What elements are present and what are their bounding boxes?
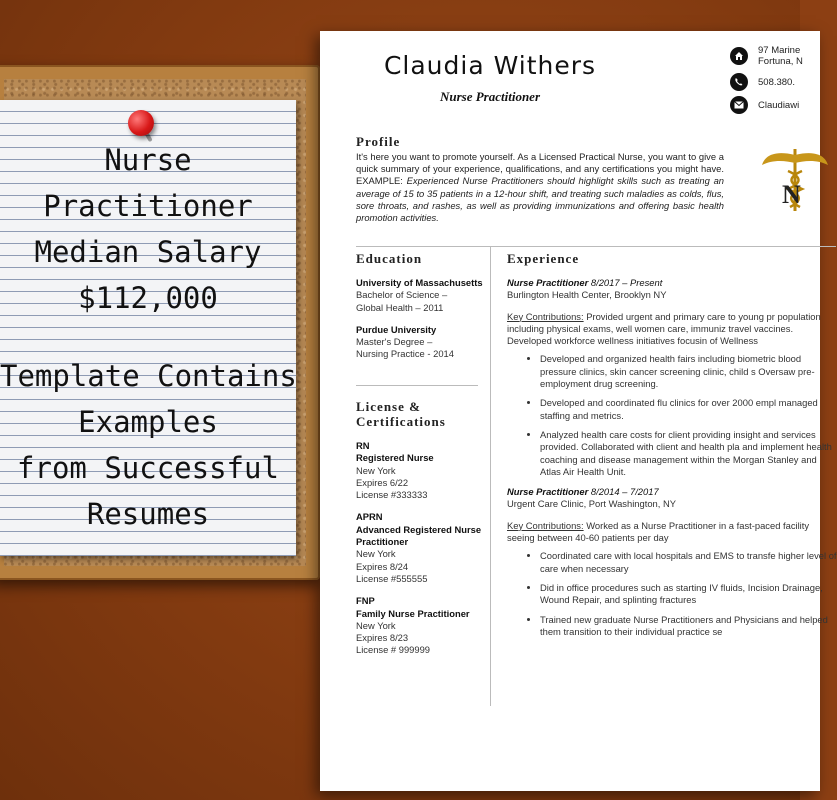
job-company: Burlington Health Center, Brooklyn NY <box>507 289 667 301</box>
note-line: Template Contains <box>0 359 297 393</box>
degree-detail: Nursing Practice - 2014 <box>356 348 454 360</box>
svg-text:N: N <box>782 180 801 209</box>
key-contributions <box>507 311 837 348</box>
education-item <box>356 277 486 314</box>
job-bullets <box>507 353 837 478</box>
license-name: Registered Nurse <box>356 452 434 464</box>
email-text: Claudiawi <box>758 99 800 111</box>
note-line: Median Salary <box>34 235 262 269</box>
address-line-1: 97 Marine <box>758 45 801 56</box>
license-code: FNP <box>356 595 375 607</box>
license-heading-line: License & <box>356 399 421 414</box>
license-state: New York <box>356 619 396 631</box>
license-heading <box>356 399 446 429</box>
license-number: License #555555 <box>356 572 428 584</box>
lined-note-paper <box>0 100 296 556</box>
profile-text <box>356 151 724 224</box>
bullet-item: • Coordinated care with local hospitals and EMS to transfe higher level of care when necessary <box>540 550 837 575</box>
job-dates: 8/2014 – 7/2017 <box>588 486 659 498</box>
resume-title: Nurse Practitioner <box>439 89 541 104</box>
license-item <box>356 440 486 501</box>
key-contributions-text: Provided urgent and primary care to young pr population including physical exams, well women care, immuniz travel vaccines. Developed workforce wellness initiatives focusin of Wellness <box>507 310 821 347</box>
job-role: Nurse Practitioner <box>507 486 589 498</box>
license-number: License # 999999 <box>356 644 431 656</box>
contact-email <box>730 96 799 114</box>
bullet-item: • Analyzed health care costs for client providing insight and services provided. Collaborated with client and health pla and implement health coaching and disease management within the Morgan Stanley and Atlas Air Health Unit. <box>540 429 837 478</box>
license-list <box>356 440 486 667</box>
key-contributions <box>507 520 837 545</box>
section-divider <box>356 246 836 247</box>
email-icon <box>730 96 748 114</box>
job-entry <box>507 486 837 638</box>
contact-phone <box>730 73 795 91</box>
key-contributions-text: Worked as a Nurse Practitioner in a fast-paced facility seeing between 40-60 patients per day <box>507 519 810 544</box>
job-role: Nurse Practitioner <box>507 277 589 288</box>
note-line: Nurse <box>104 143 192 177</box>
resume-page <box>320 31 837 791</box>
license-name: Advanced Registered Nurse <box>356 523 482 535</box>
license-name-cont: Practitioner <box>356 536 409 548</box>
bullet-item: • Developed and organized health fairs including biometric blood pressure clinics, skin cancer screening clinic, child s Oversaw pre-employment drug screening. <box>540 353 837 390</box>
license-code: RN <box>356 440 370 451</box>
license-code: APRN <box>356 511 383 523</box>
profile-example: Experienced Nurse Practitioners should highlight skills such as treating an average of 15 to 35 patients in a 12-hour shift, and treating such maladies as colds, flus, sore throats, and rashes, as well as providing immunizations and offering basic health promotion activities. <box>356 175 724 224</box>
license-expires: Expires 6/22 <box>356 476 409 488</box>
license-heading-line: Certifications <box>356 414 446 429</box>
contact-address <box>730 45 803 67</box>
bullet-item: • Did in office procedures such as starting IV fluids, Incision Drainage, Wound Repair, and splinting fractures <box>540 582 837 607</box>
license-expires: Expires 8/24 <box>356 560 409 572</box>
key-contributions-label: Key Contributions: <box>507 310 584 322</box>
license-state: New York <box>356 464 396 476</box>
left-divider <box>356 385 478 386</box>
address-line-2: Fortuna, N <box>758 56 803 67</box>
column-divider <box>490 246 491 706</box>
education-item <box>356 324 486 361</box>
license-number: License #333333 <box>356 489 428 501</box>
key-contributions-label: Key Contributions: <box>507 519 584 531</box>
profile-body: It's here you want to promote yourself. As a Licensed Practical Nurse, you want to give a quick summary of your experience, qualifications, and any certifications you might have. EXAMPLE: <box>356 151 724 187</box>
job-company: Urgent Care Clinic, Port Washington, NY <box>507 498 676 510</box>
note-line: Practitioner <box>43 189 253 223</box>
license-expires: Expires 8/23 <box>356 632 409 644</box>
experience-heading: Experience <box>507 251 580 266</box>
job-heading <box>507 277 837 289</box>
degree: Bachelor of Science – <box>356 289 448 301</box>
license-name: Family Nurse Practitioner <box>356 607 470 619</box>
degree-detail: Global Health – 2011 <box>356 301 444 313</box>
resume-name: Claudia Withers <box>383 51 597 80</box>
note-line: Resumes <box>86 497 210 531</box>
profile-heading: Profile <box>356 134 401 149</box>
education-list <box>356 277 486 371</box>
phone-icon <box>730 73 748 91</box>
school-name: Purdue University <box>356 323 437 335</box>
note-line: from Successful <box>17 451 279 485</box>
job-bullets <box>507 550 837 638</box>
license-item <box>356 595 486 656</box>
job-entry <box>507 277 837 478</box>
job-dates: 8/2017 – Present <box>588 277 663 288</box>
home-icon <box>730 47 748 65</box>
license-item <box>356 511 486 585</box>
bullet-item: • Trained new graduate Nurse Practitioners and Physicians and helped them transition to their individual practice se <box>540 614 837 639</box>
note-line: Examples <box>78 405 218 439</box>
education-heading: Education <box>356 251 423 266</box>
job-heading <box>507 486 837 498</box>
phone-text: 508.380. <box>758 76 795 88</box>
note-line: $112,000 <box>78 281 218 315</box>
degree: Master's Degree – <box>356 336 433 348</box>
caduceus-logo-icon <box>760 141 830 231</box>
pushpin-icon <box>128 110 154 136</box>
license-state: New York <box>356 548 396 560</box>
bullet-item: • Developed and coordinated flu clinics for over 2000 empl managed staffing and metrics. <box>540 397 837 422</box>
experience-list <box>507 277 837 646</box>
school-name: University of Massachusetts <box>356 277 483 288</box>
